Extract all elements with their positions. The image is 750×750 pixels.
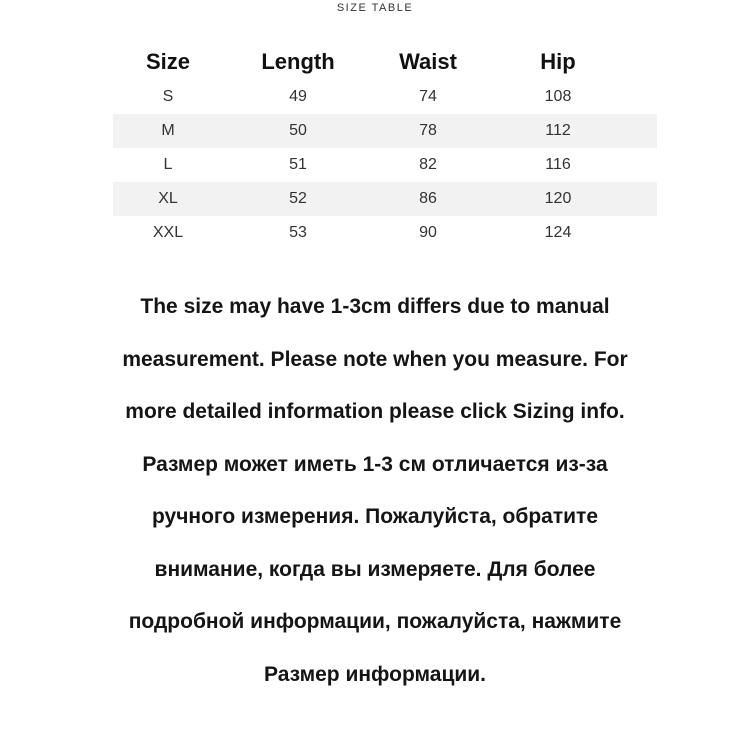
size-table-caption: SIZE TABLE <box>336 2 414 14</box>
header-size: Size <box>145 49 191 74</box>
table-row <box>113 114 657 148</box>
cell-size: L <box>163 156 173 173</box>
notice-line: more detailed information please click Sizing info. <box>125 400 625 423</box>
cell-waist: 78 <box>419 122 437 139</box>
notice-line: ручного измерения. Пожалуйста, обратите <box>151 505 599 528</box>
cell-size: XL <box>158 190 178 207</box>
cell-waist: 90 <box>419 224 437 241</box>
cell-length: 51 <box>289 156 307 173</box>
cell-hip: 116 <box>545 156 571 173</box>
cell-waist: 86 <box>419 190 437 207</box>
cell-length: 53 <box>289 224 307 241</box>
notice-line: внимание, когда вы измеряете. Для более <box>154 557 596 581</box>
notice-line: подробной информации, пожалуйста, нажмите <box>128 610 622 633</box>
table-header-row <box>113 44 657 80</box>
cell-length: 50 <box>289 122 307 139</box>
notice-line: The size may have 1-3cm differs due to manual <box>140 295 610 318</box>
header-hip: Hip <box>540 49 576 74</box>
header-length: Length <box>261 49 335 74</box>
cell-hip: 112 <box>545 122 571 139</box>
size-table <box>113 44 657 250</box>
measurement-notice <box>40 281 710 701</box>
header-waist: Waist <box>399 49 457 74</box>
cell-waist: 82 <box>419 156 437 173</box>
table-row <box>113 182 657 216</box>
notice-line: Размер может иметь 1-3 см отличается из-за <box>142 452 608 476</box>
cell-size: S <box>162 88 174 105</box>
notice-line: Размер информации. <box>263 662 487 686</box>
cell-length: 49 <box>289 88 307 105</box>
cell-hip: 124 <box>544 224 572 241</box>
cell-size: XXL <box>152 224 184 241</box>
notice-line: measurement. Please note when you measure. For <box>122 347 628 371</box>
table-row <box>113 148 657 182</box>
table-row <box>113 216 657 250</box>
cell-hip: 120 <box>544 190 572 207</box>
table-row <box>113 80 657 114</box>
cell-size: M <box>161 122 175 139</box>
cell-waist: 74 <box>419 88 437 105</box>
cell-length: 52 <box>289 190 307 207</box>
cell-hip: 108 <box>544 88 572 105</box>
